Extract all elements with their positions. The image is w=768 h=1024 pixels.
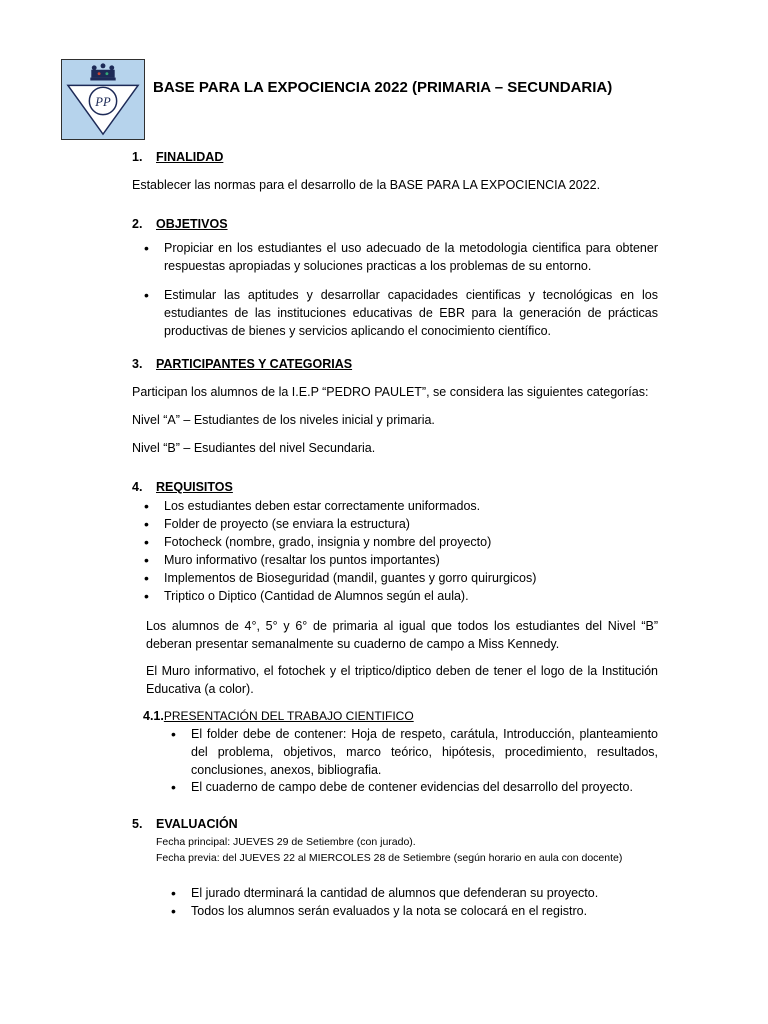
section-3-title: PARTICIPANTES Y CATEGORIAS [156,357,353,371]
presentation-item-2 [171,778,658,796]
evaluation-item: • Todos los alumnos serán evaluados y la nota se colocará en el registro. [171,903,588,919]
section-2-title: OBJETIVOS [156,217,228,231]
section-3-heading [132,357,352,371]
section-1-title: FINALIDAD [156,150,224,164]
section-1-text: Establecer las normas para el desarrollo de la BASE PARA LA EXPOCIENCIA 2022. [132,178,601,192]
bullet-icon: • [144,552,149,568]
subsection-4-1-heading [143,709,414,723]
school-logo [61,59,145,140]
document-title: BASE PARA LA EXPOCIENCIA 2022 (PRIMARIA – SECUNDARIA) [153,79,613,96]
evaluation-date-main: Fecha principal: JUEVES 29 de Setiembre (con jurado). [156,836,416,848]
objective-text-2: Estimular las aptitudes y desarrollar capacidades cientificas y tecnológicas en los estudiantes de las instituciones educativas de EBR para la generación de prácticas productivas de bienes y servicios aplicando el conocimiento científico. [164,288,658,338]
subsection-4-1-title: PRESENTACIÓN DEL TRABAJO CIENTIFICO [163,709,414,723]
section-2-heading [132,217,228,231]
bullet-icon: • [144,498,149,514]
requirements-paragraph-2: El Muro informativo, el fotochek y el triptico/diptico deben de tener el logo de la Institución Educativa (a color). [146,664,658,696]
bullet-icon: • [144,240,149,256]
presentation-text-2: El cuaderno de campo debe de contener evidencias del desarrollo del proyecto. [191,780,633,794]
requirement-item: • Folder de proyecto (se enviara la estructura) [144,516,410,532]
requirements-list [144,497,658,605]
participants-intro: Participan los alumnos de la I.E.P “PEDRO PAULET”, se considera las siguientes categorías: [132,385,649,399]
section-5-heading [132,817,238,831]
section-1-heading [132,150,223,164]
presentation-text-1: El folder debe de contener: Hoja de respeto, carátula, Introducción, planteamiento del problema, objetivos, marco teórico, hipótesis, procedimiento, resultados, conclusiones, anexos, bibliografia. [191,727,658,777]
requirement-item: • Muro informativo (resaltar los puntos importantes) [144,552,440,568]
objective-item-2 [144,286,658,340]
bullet-icon: • [171,885,176,901]
section-5-number: 5. [132,817,143,831]
logo-initials: PP [95,94,111,109]
requirements-paragraph-1: Los alumnos de 4°, 5° y 6° de primaria al igual que todos los estudiantes del Nivel “B” deberan presentar semanalmente su cuaderno de campo a Miss Kennedy. [146,619,658,651]
section-5-title: EVALUACIÓN [156,817,238,831]
level-b-text: Nivel “B” – Esudiantes del nivel Secundaria. [132,441,376,455]
objective-text-1: Propiciar en los estudiantes el uso adecuado de la metodologia cientifica para obtener respuestas apropiadas y soluciones practicas a los problemas de su entorno. [164,241,658,273]
evaluation-list [171,884,658,920]
section-4-number: 4. [132,480,143,494]
section-1-number: 1. [132,150,143,164]
bullet-icon: • [144,588,149,604]
presentation-item-1 [171,725,658,779]
requirement-item: • Implementos de Bioseguridad (mandil, guantes y gorro quirurgicos) [144,570,537,586]
requirement-item: • Fotocheck (nombre, grado, insignia y nombre del proyecto) [144,534,492,550]
bullet-icon: • [144,570,149,586]
bullet-icon: • [171,726,176,742]
objective-item-1 [144,239,658,275]
evaluation-item: • El jurado dterminará la cantidad de alumnos que defenderan su proyecto. [171,885,599,901]
shield-crest-icon [62,60,144,139]
section-2-number: 2. [132,217,143,231]
bullet-icon: • [144,516,149,532]
section-3-number: 3. [132,357,143,371]
bullet-icon: • [144,287,149,303]
bullet-icon: • [144,534,149,550]
bullet-icon: • [171,779,176,795]
section-4-title: REQUISITOS [156,480,233,494]
section-4-heading [132,480,233,494]
bullet-icon: • [171,903,176,919]
evaluation-date-previous: Fecha previa: del JUEVES 22 al MIERCOLES 28 de Setiembre (según horario en aula con docente) [156,852,623,864]
level-a-text: Nivel “A” – Estudiantes de los niveles inicial y primaria. [132,413,435,427]
subsection-4-1-number: 4.1. [143,709,164,723]
requirement-item: • Triptico o Diptico (Cantidad de Alumnos según el aula). [144,588,469,604]
requirement-item: • Los estudiantes deben estar correctamente uniformados. [144,498,481,514]
